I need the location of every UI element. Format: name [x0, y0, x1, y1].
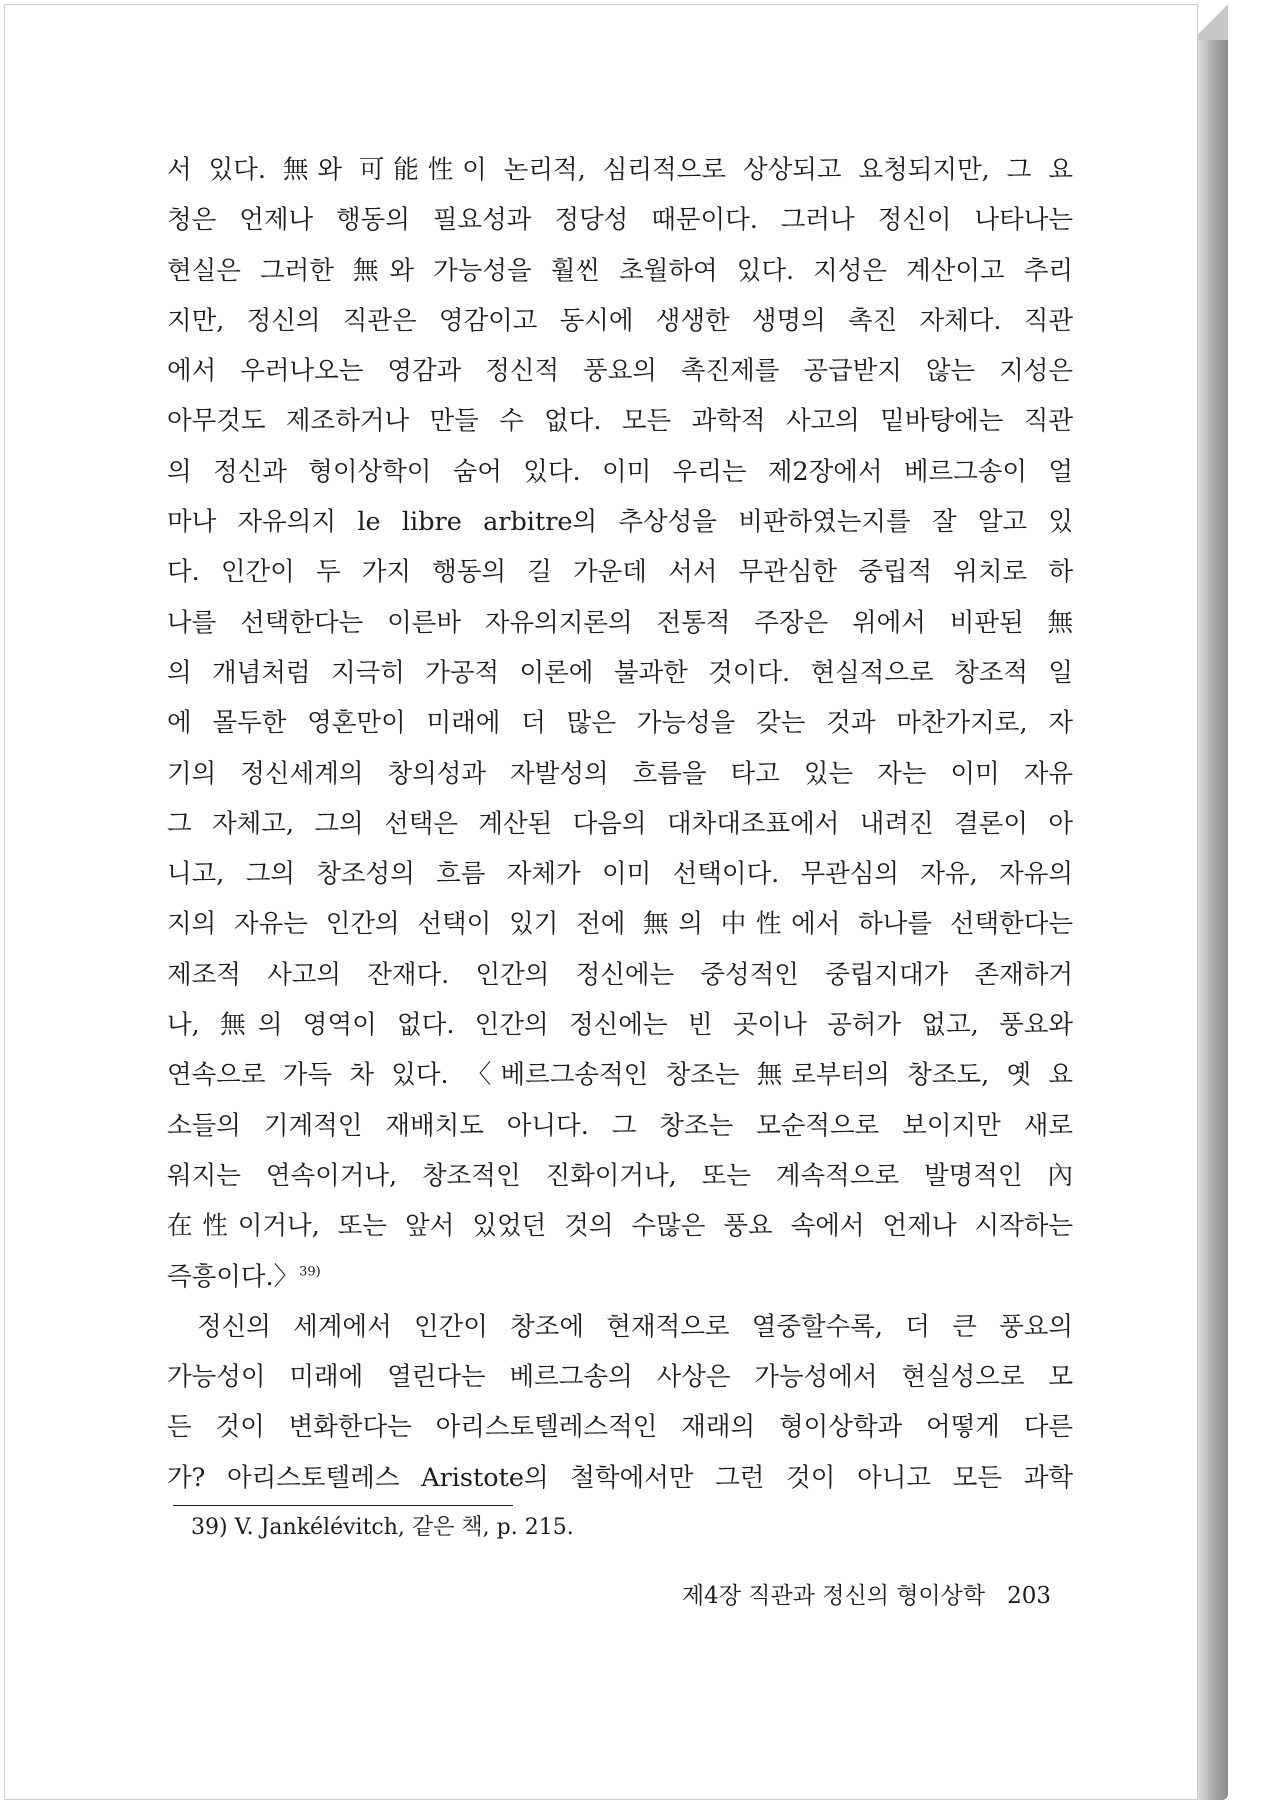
body-line: 에서 우러나오는 영감과 정신적 풍요의 촉진제를 공급받지 않는 지성은 [167, 356, 1073, 387]
body-text [167, 145, 1073, 1503]
body-line: 니고, 그의 창조성의 흐름 자체가 이미 선택이다. 무관심의 자유, 자유의 [167, 859, 1073, 890]
body-line: 다. 인간이 두 가지 행동의 길 가운데 서서 무관심한 중립적 위치로 하 [167, 557, 1073, 588]
body-line: 소들의 기계적인 재배치도 아니다. 그 창조는 모순적으로 보이지만 새로 [167, 1110, 1073, 1141]
body-line: 의 개념처럼 지극히 가공적 이론에 불과한 것이다. 현실적으로 창조적 일 [167, 657, 1073, 688]
body-line: 서 있다. 無와 可能性이 논리적, 심리적으로 상상되고 요청되지만, 그 요 [167, 155, 1073, 185]
body-line: 청은 언제나 행동의 필요성과 정당성 때문이다. 그러나 정신이 나타나는 [167, 205, 1073, 236]
body-line: 在性이거나, 또는 앞서 있었던 것의 수많은 풍요 속에서 언제나 시작하는 [167, 1211, 1073, 1242]
body-line-with-footnote [167, 1252, 1073, 1302]
body-line: 가능성이 미래에 열린다는 베르그송의 사상은 가능성에서 현실성으로 모 [167, 1362, 1073, 1393]
running-footer [627, 1579, 1051, 1613]
body-line: 워지는 연속이거나, 창조적인 진화이거나, 또는 계속적으로 발명적인 內 [167, 1160, 1073, 1191]
footnote-reference: 39) [299, 1264, 321, 1280]
body-line: 나, 無의 영역이 없다. 인간의 정신에는 빈 곳이나 공허가 없고, 풍요와 [167, 1010, 1073, 1041]
footnote-divider [173, 1505, 513, 1506]
body-line: 나를 선택한다는 이른바 자유의지론의 전통적 주장은 위에서 비판된 無 [167, 607, 1073, 638]
page-number: 203 [1007, 1583, 1051, 1609]
body-line: 지만, 정신의 직관은 영감이고 동시에 생생한 생명의 촉진 자체다. 직관 [167, 305, 1073, 336]
footnote-text: 39) V. Jankélévitch, 같은 책, p. 215. [191, 1515, 574, 1540]
book-page [4, 4, 1198, 1800]
body-line: 든 것이 변화한다는 아리스토텔레스적인 재래의 형이상학과 어떻게 다른 [167, 1412, 1073, 1443]
body-line: 가? 아리스토텔레스 Aristote의 철학에서만 그런 것이 아니고 모든 과학 [167, 1462, 1073, 1493]
body-line: 에 몰두한 영혼만이 미래에 더 많은 가능성을 갖는 것과 마찬가지로, 자 [167, 708, 1073, 739]
body-line: 그 자체고, 그의 선택은 계산된 다음의 대차대조표에서 내려진 결론이 아 [167, 808, 1073, 839]
paragraph-first-line: 정신의 세계에서 인간이 창조에 현재적으로 열중할수록, 더 큰 풍요의 [197, 1311, 1073, 1342]
page-corner-fold [1196, 0, 1228, 40]
page-edge-shadow [1198, 10, 1228, 1800]
chapter-title: 제4장 직관과 정신의 형이상학 [681, 1583, 986, 1609]
body-line: 지의 자유는 인간의 선택이 있기 전에 無의 中性에서 하나를 선택한다는 [167, 909, 1073, 940]
body-line: 의 정신과 형이상학이 숨어 있다. 이미 우리는 제2장에서 베르그송이 얼 [167, 456, 1073, 487]
body-line: 마나 자유의지 le libre arbitre의 추상성을 비판하였는지를 잘 알고 있 [167, 507, 1073, 538]
body-line: 현실은 그러한 無와 가능성을 훨씬 초월하여 있다. 지성은 계산이고 추리 [167, 255, 1073, 286]
body-line: 연속으로 가득 차 있다. 〈베르그송적인 창조는 無로부터의 창조도, 옛 요 [167, 1060, 1073, 1091]
body-line: 기의 정신세계의 창의성과 자발성의 흐름을 타고 있는 자는 이미 자유 [167, 758, 1073, 789]
body-line-text: 즉흥이다.〉 [167, 1261, 300, 1292]
body-line: 제조적 사고의 잔재다. 인간의 정신에는 중성적인 중립지대가 존재하거 [167, 959, 1073, 990]
body-line: 아무것도 제조하거나 만들 수 없다. 모든 과학적 사고의 밑바탕에는 직관 [167, 406, 1073, 437]
